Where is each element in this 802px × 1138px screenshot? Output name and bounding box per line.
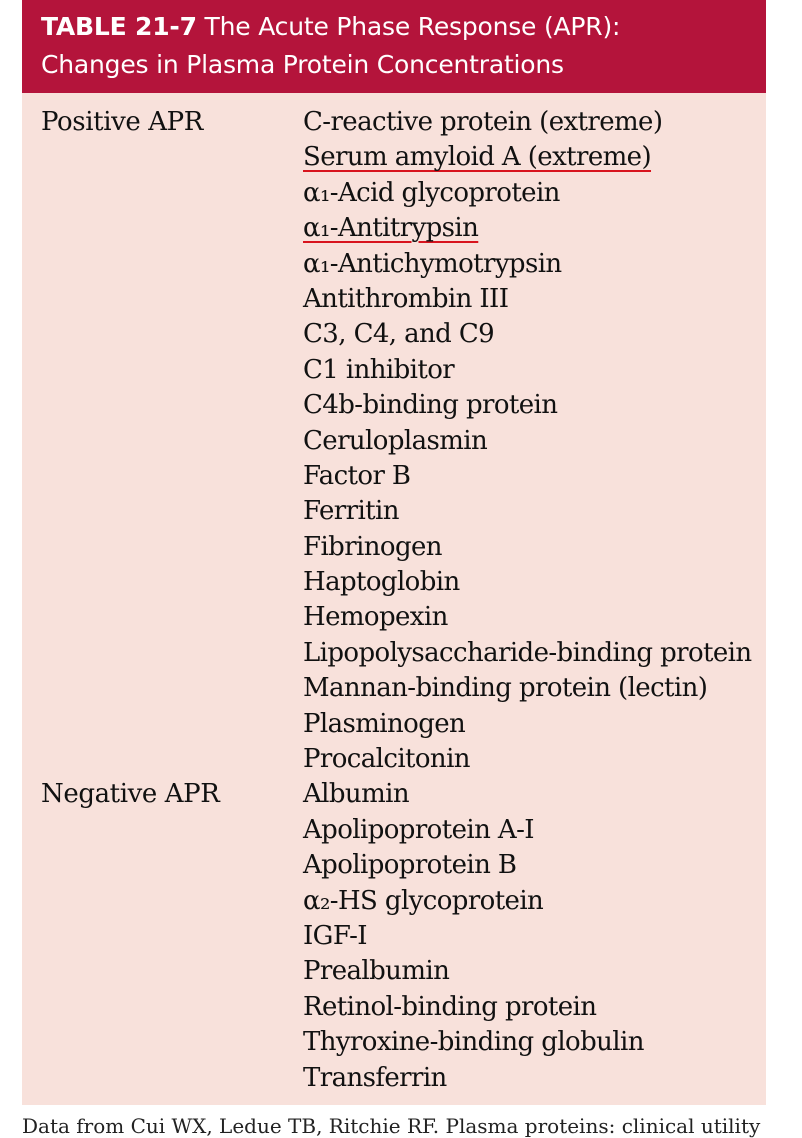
- table-number: TABLE 21-7: [41, 12, 197, 41]
- list-item: Fibrinogen: [303, 531, 442, 562]
- list-item: IGF-I: [303, 920, 367, 951]
- list-item: Haptoglobin: [303, 567, 460, 598]
- list-item: Ferritin: [303, 496, 399, 527]
- list-item: α₁-Acid glycoprotein: [303, 177, 560, 208]
- list-item: C-reactive protein (extreme): [303, 107, 663, 137]
- list-item: Apolipoprotein A-I: [303, 814, 534, 845]
- list-item: α₂-HS glycoprotein: [303, 885, 544, 916]
- list-item: C4b-binding protein: [303, 390, 558, 421]
- list-item: Plasminogen: [303, 708, 466, 739]
- list-item: α₁-Antichymotrypsin: [303, 248, 562, 279]
- list-item: Factor B: [303, 460, 411, 491]
- protein-list: [22, 105, 766, 777]
- list-item: Prealbumin: [303, 956, 450, 987]
- table-title-line-1: [41, 8, 766, 46]
- list-item: Lipopolysaccharide-binding protein: [303, 637, 752, 668]
- table-card: [22, 0, 766, 1105]
- source-footnote: Data from Cui WX, Ledue TB, Ritchie RF. Plasma proteins: clinical utility: [22, 1114, 761, 1138]
- table-body: [22, 93, 766, 1096]
- table-title-line-2: Changes in Plasma Protein Concentrations: [41, 50, 564, 79]
- list-item: Mannan-binding protein (lectin): [303, 673, 708, 704]
- list-item: Thyroxine-binding globulin: [303, 1027, 644, 1058]
- group-label: Positive APR: [41, 107, 203, 137]
- list-item: α₁-Antitrypsin: [303, 213, 479, 244]
- list-item: Retinol-binding protein: [303, 991, 597, 1022]
- list-item: Ceruloplasmin: [303, 425, 488, 456]
- list-item: C3, C4, and C9: [303, 319, 495, 350]
- list-item: Antithrombin III: [303, 283, 509, 314]
- list-item: Albumin: [303, 779, 409, 810]
- table-title: The Acute Phase Response (APR):: [204, 12, 621, 41]
- list-item: Procalcitonin: [303, 744, 470, 775]
- list-item: Transferrin: [303, 1062, 447, 1093]
- group-label: Negative APR: [41, 779, 220, 810]
- list-item: Hemopexin: [303, 602, 448, 633]
- list-item: Serum amyloid A (extreme): [303, 142, 652, 173]
- table-header: [22, 0, 766, 93]
- group-negative-apr: [22, 777, 766, 1096]
- list-item: C1 inhibitor: [303, 354, 455, 385]
- protein-list: [22, 777, 766, 1096]
- list-item: Apolipoprotein B: [303, 850, 517, 881]
- group-positive-apr: [22, 105, 766, 777]
